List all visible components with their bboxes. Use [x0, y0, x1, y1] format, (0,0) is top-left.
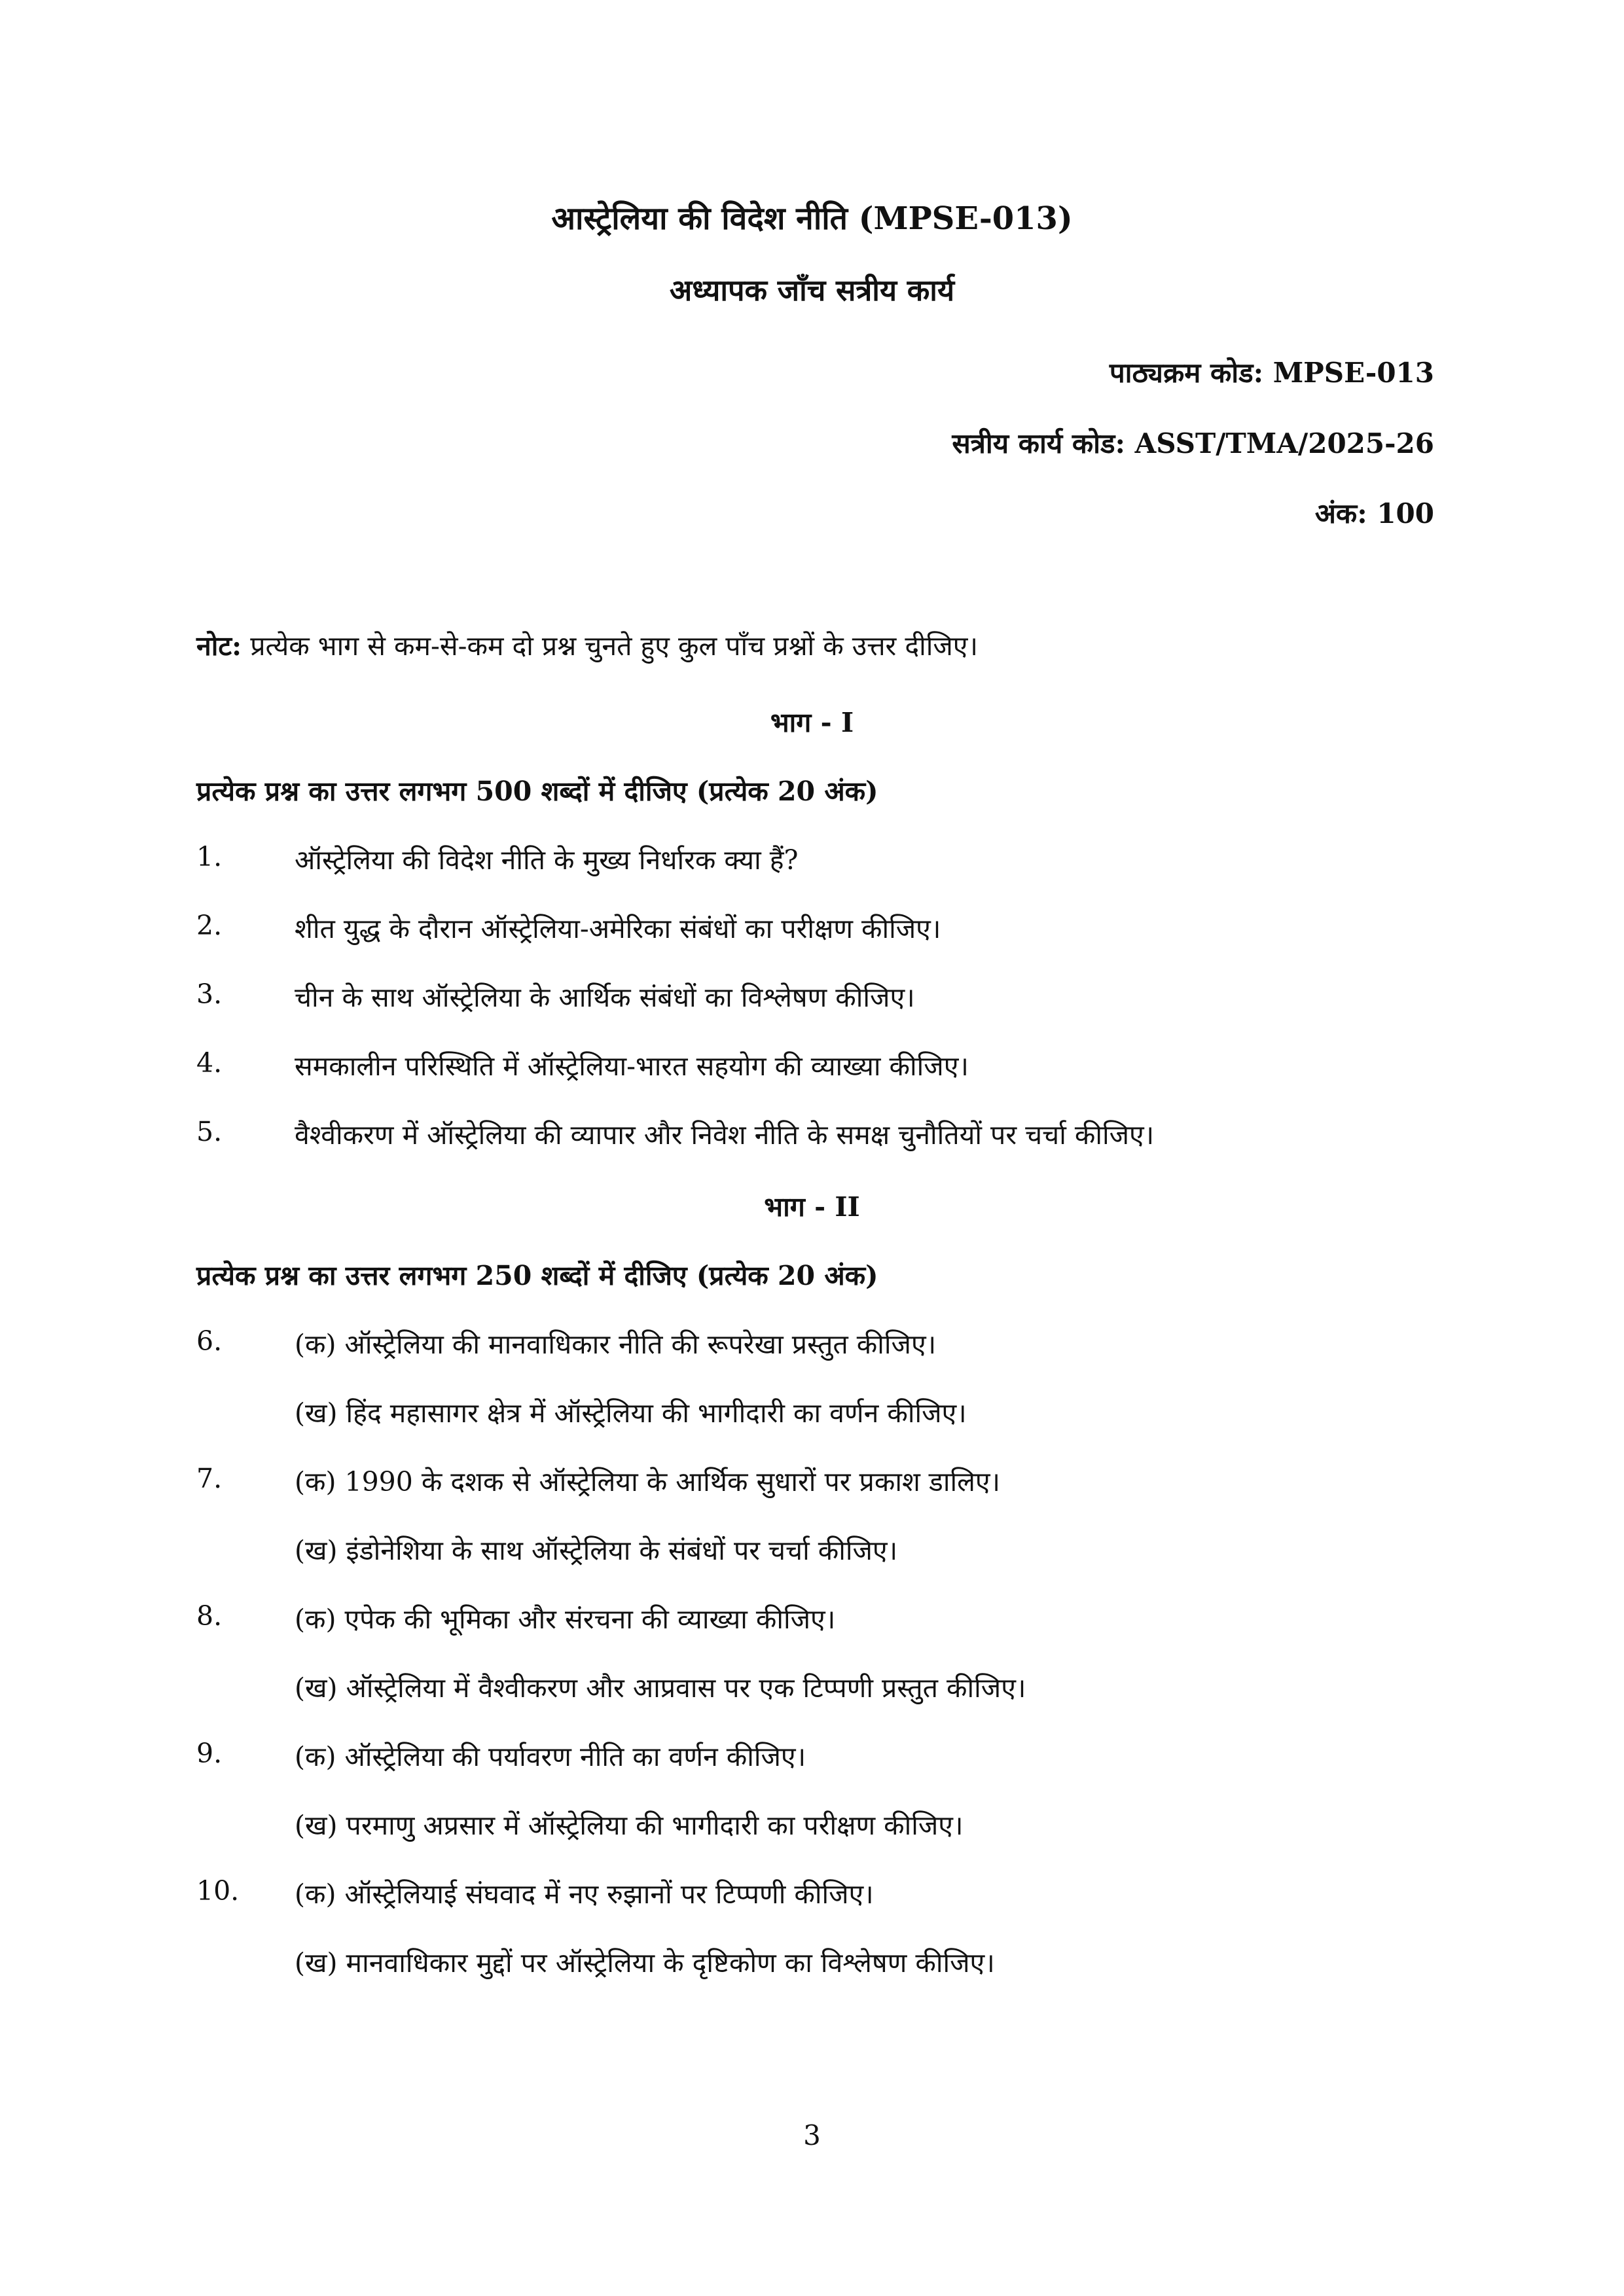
question-number: 7. [196, 1463, 223, 1494]
part2-heading: भाग - II [764, 1191, 860, 1223]
question-part-b: (ख) हिंद महासागर क्षेत्र में ऑस्ट्रेलिया की भागीदारी का वर्णन कीजिए। [295, 1397, 967, 1429]
course-code: पाठ्यक्रम कोड: MPSE-013 [1109, 357, 1434, 389]
question-part-b: (ख) परमाणु अप्रसार में ऑस्ट्रेलिया की भागीदारी का परीक्षण कीजिए। [295, 1810, 964, 1841]
question-text: शीत युद्ध के दौरान ऑस्ट्रेलिया-अमेरिका संबंधों का परीक्षण कीजिए। [295, 913, 941, 944]
note [196, 627, 978, 664]
total-marks: अंक: 100 [1314, 497, 1434, 529]
note-label: नोट: [196, 630, 242, 662]
part1-instruction: प्रत्येक प्रश्न का उत्तर लगभग 500 शब्दों में दीजिए (प्रत्येक 20 अंक) [196, 776, 878, 807]
question-text: ऑस्ट्रेलिया की विदेश नीति के मुख्य निर्धारक क्या हैं? [295, 844, 799, 876]
assignment-code: सत्रीय कार्य कोड: ASST/TMA/2025-26 [952, 427, 1434, 459]
question-part-b: (ख) ऑस्ट्रेलिया में वैश्वीकरण और आप्रवास पर एक टिप्पणी प्रस्तुत कीजिए। [295, 1672, 1026, 1704]
question-number: 9. [196, 1738, 223, 1769]
question-number: 5. [196, 1116, 223, 1147]
question-part-a: (क) ऑस्ट्रेलिया की पर्यावरण नीति का वर्णन कीजिए। [295, 1741, 806, 1772]
question-part-a: (क) 1990 के दशक से ऑस्ट्रेलिया के आर्थिक सुधारों पर प्रकाश डालिए। [295, 1466, 1001, 1498]
question-number: 6. [196, 1325, 223, 1357]
question-number: 10. [196, 1875, 240, 1907]
question-part-b: (ख) मानवाधिकार मुद्दों पर ऑस्ट्रेलिया के दृष्टिकोण का विश्लेषण कीजिए। [295, 1947, 995, 1979]
question-part-a: (क) ऑस्ट्रेलिया की मानवाधिकार नीति की रूपरेखा प्रस्तुत कीजिए। [295, 1329, 937, 1360]
question-part-a: (क) ऑस्ट्रेलियाई संघवाद में नए रुझानों पर टिप्पणी कीजिए। [295, 1878, 874, 1910]
question-number: 2. [196, 910, 223, 941]
page-number: 3 [803, 2119, 821, 2151]
question-text: समकालीन परिस्थिति में ऑस्ट्रेलिया-भारत सहयोग की व्याख्या कीजिए। [295, 1050, 969, 1082]
question-text: चीन के साथ ऑस्ट्रेलिया के आर्थिक संबंधों का विश्लेषण कीजिए। [295, 982, 915, 1013]
note-text: प्रत्येक भाग से कम-से-कम दो प्रश्न चुनते हुए कुल पाँच प्रश्नों के उत्तर दीजिए। [242, 630, 978, 662]
document-title: आस्ट्रेलिया की विदेश नीति (MPSE-013) [551, 200, 1073, 237]
question-part-a: (क) एपेक की भूमिका और संरचना की व्याख्या कीजिए। [295, 1604, 836, 1635]
question-number: 3. [196, 978, 223, 1010]
question-number: 4. [196, 1047, 223, 1079]
question-number: 8. [196, 1600, 223, 1632]
question-text: वैश्वीकरण में ऑस्ट्रेलिया की व्यापार और निवेश नीति के समक्ष चुनौतियों पर चर्चा कीजिए। [295, 1119, 1155, 1151]
part1-heading: भाग - I [770, 707, 854, 738]
question-number: 1. [196, 841, 223, 872]
part2-instruction: प्रत्येक प्रश्न का उत्तर लगभग 250 शब्दों में दीजिए (प्रत्येक 20 अंक) [196, 1260, 878, 1291]
question-part-b: (ख) इंडोनेशिया के साथ ऑस्ट्रेलिया के संबंधों पर चर्चा कीजिए। [295, 1535, 898, 1566]
document-subtitle: अध्यापक जाँच सत्रीय कार्य [669, 273, 955, 308]
